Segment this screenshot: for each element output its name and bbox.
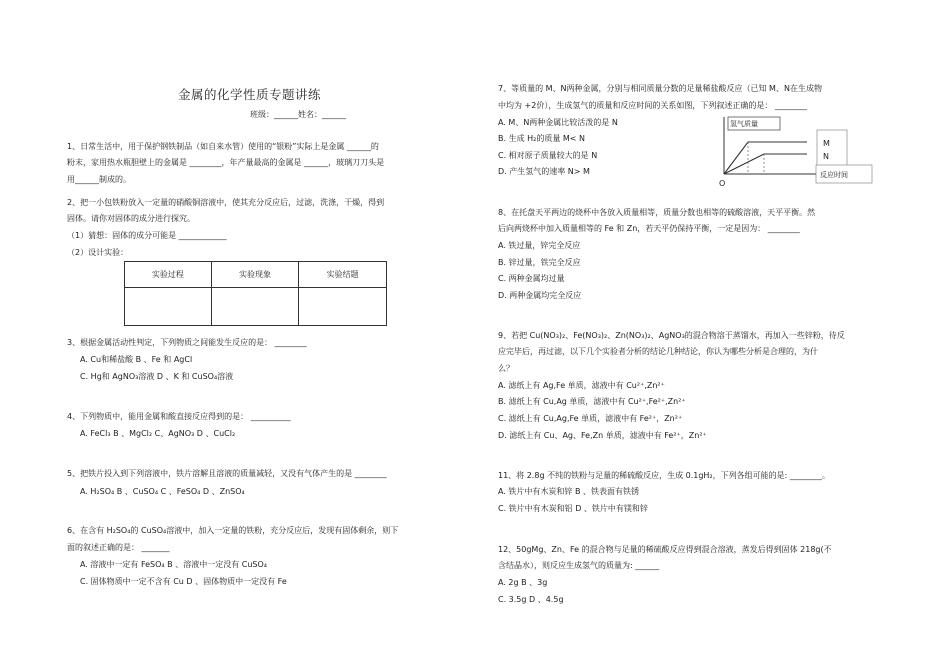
- q8-option-d: D. 两种金属均完全反应: [498, 291, 582, 300]
- q6-line-1: 6、在含有 H₂SO₄的 CuSO₄溶液中，加入一定量的铁粉，充分反应后，发现有固体剩余，则下: [67, 526, 399, 535]
- q2-hypothesis: （1）猜想：固体的成分可能是 ____________: [67, 231, 227, 240]
- q9-option-d: D. 滤纸上有 Cu、Ag、Fe,Zn 单质，滤液中有 Fe²⁺，Zn²⁺: [498, 431, 707, 440]
- q2-design: （2）设计实验：: [67, 248, 129, 257]
- q8-line-2: 后向两烧杯中加入质量相等的 Fe 和 Zn，若天平仍保持平衡，一定是因为： ________: [498, 224, 800, 233]
- q7-option-a: A. M、N两种金属比较活泼的是 N: [498, 118, 618, 127]
- q11-stem: 11、将 2.8g 不纯的铁粉与足量的稀硫酸反应，生成 0.1gH₂，下列各组可能的是: ________。: [498, 471, 830, 480]
- page-title: 金属的化学性质专题讲练: [178, 87, 322, 102]
- q2-line-2: 固体。请你对固体的成分进行探究。: [67, 214, 195, 223]
- q6-options-ab: A. 溶液中一定有 FeSO₄ B 、溶液中一定没有 CuSO₄: [80, 560, 267, 569]
- legend-n: N: [823, 152, 829, 161]
- q5-options: A. H₂SO₄ B 、CuSO₄ C 、FeSO₄ D 、ZnSO₄: [80, 487, 245, 496]
- q9-option-b: B. 滤纸上有 Cu,Ag 单质，滤液中有 Cu²⁺,Fe²⁺,Zn²⁺: [498, 397, 686, 406]
- hydrogen-reaction-graph: [712, 112, 877, 190]
- q4-options: A. FeCl₃ B 、MgCl₂ C、AgNO₃ D 、CuCl₂: [80, 429, 236, 438]
- legend-box: [817, 130, 847, 166]
- legend-m: M: [823, 139, 830, 148]
- q12-options-ab: A. 2g B 、3g: [498, 578, 548, 587]
- q12-options-cd: C. 3.5g D 、4.5g: [498, 595, 564, 604]
- q2-line-1: 2、把一小包铁粉放入一定量的硝酸铜溶液中，使其充分反应后，过滤，洗涤，干燥，得到: [67, 198, 385, 207]
- class-name-line: 班级：______姓名：______: [250, 110, 346, 119]
- table-header-conclusion: 实验结题: [299, 262, 387, 288]
- q5-stem: 5、把铁片投入到下列溶液中，铁片溶解且溶液的质量减轻，又没有气体产生的是 ________: [67, 469, 387, 478]
- q9-option-a: A. 滤纸上有 Ag,Fe 单质，滤液中有 Cu²⁺,Zn²⁺: [498, 381, 665, 390]
- experiment-table: [124, 261, 387, 326]
- q8-option-a: A. 铁过量，锌完全反应: [498, 241, 581, 250]
- table-header-phenomenon: 实验现象: [211, 262, 299, 288]
- q12-line-1: 12、50gMg、Zn、Fe 的混合物与足量的稀硫酸反应得到混合溶液，蒸发后得到固体 218g(不: [498, 545, 832, 554]
- q3-options-cd: C. Hg和 AgNO₃溶液 D 、K 和 CuSO₄溶液: [80, 372, 234, 381]
- table-cell-empty: [299, 288, 387, 326]
- q7-option-d: D. 产生氢气的速率 N> M: [498, 167, 590, 176]
- graph-xlabel: 反应时间: [820, 171, 848, 179]
- q1-line-2: 粉末，家用热水瓶胆壁上的金属是 ________，年产量最高的金属是 ______，玻璃刀刀头是: [67, 158, 385, 167]
- table-cell-empty: [125, 288, 212, 326]
- q6-options-cd: C. 固体物质中一定不含有 Cu D 、固体物质中一定没有 Fe: [80, 577, 287, 586]
- q1-line-1: 1、日常生活中，用于保护钢铁制品（如自来水管）使用的“银粉”实际上是金属 ______的: [67, 142, 379, 151]
- curve-m: [724, 142, 807, 174]
- q7-option-b: B. 生成 H₂的质量 M< N: [498, 134, 586, 143]
- q7-line-2: 中均为 +2价），生成氢气的质量和反应时间的关系如图，下列叙述正确的是： ________: [498, 101, 807, 110]
- q12-line-2: 含结晶水），则反应生成氢气的质量为: ______: [498, 561, 660, 570]
- q8-option-c: C. 两种金属均过量: [498, 274, 565, 283]
- q8-line-1: 8、在托盘天平两边的烧杯中各放入质量相等，质量分数也相等的硫酸溶液，天平平衡。然: [498, 208, 816, 217]
- q11-options-cd: C. 铁片中有木炭和铝 D 、铁片中有镁和锌: [498, 504, 648, 513]
- q4-stem: 4、下列物质中，能用金属和酸直接反应得到的是： __________: [67, 412, 291, 421]
- q8-option-b: B. 锌过量，铁完全反应: [498, 258, 581, 267]
- q7-option-c: C. 相对原子质量较大的是 N: [498, 151, 598, 160]
- q9-line-3: 么？: [498, 364, 514, 373]
- q9-line-1: 9、若把 Cu(NO₃)₂、Fe(NO₃)₂、Zn(NO₃)₂、AgNO₃的混合物溶于蒸馏水，再加入一些锌粉，待反: [498, 331, 845, 340]
- q7-line-1: 7、等质量的 M、N两种金属，分别与相同质量分数的足量稀盐酸反应（已知 M、N在生成物: [498, 84, 822, 93]
- q3-stem: 3、根据金属活动性判定，下列物质之间能发生反应的是： ________: [67, 338, 307, 347]
- q3-options-ab: A. Cu和稀盐酸 B 、Fe 和 AgCl: [80, 355, 193, 364]
- table-header-process: 实验过程: [125, 262, 212, 288]
- q11-options-ab: A. 铁片中有木炭和锌 B 、铁表面有铁锈: [498, 487, 639, 496]
- q6-line-2: 面的叙述正确的是： _______: [67, 543, 170, 552]
- table-cell-empty: [211, 288, 299, 326]
- q1-line-3: 用______制成的。: [67, 175, 131, 184]
- q9-option-c: C. 滤纸上有 Cu,Ag,Fe 单质，滤液中有 Fe²⁺，Zn²⁺: [498, 414, 683, 423]
- graph-origin: O: [719, 179, 726, 188]
- graph-ylabel: 氢气质量: [730, 120, 758, 128]
- q9-line-2: 应完毕后，再过滤，以下几个实验者分析的结论几种结论，你认为哪些分析是合理的，为什: [498, 347, 818, 356]
